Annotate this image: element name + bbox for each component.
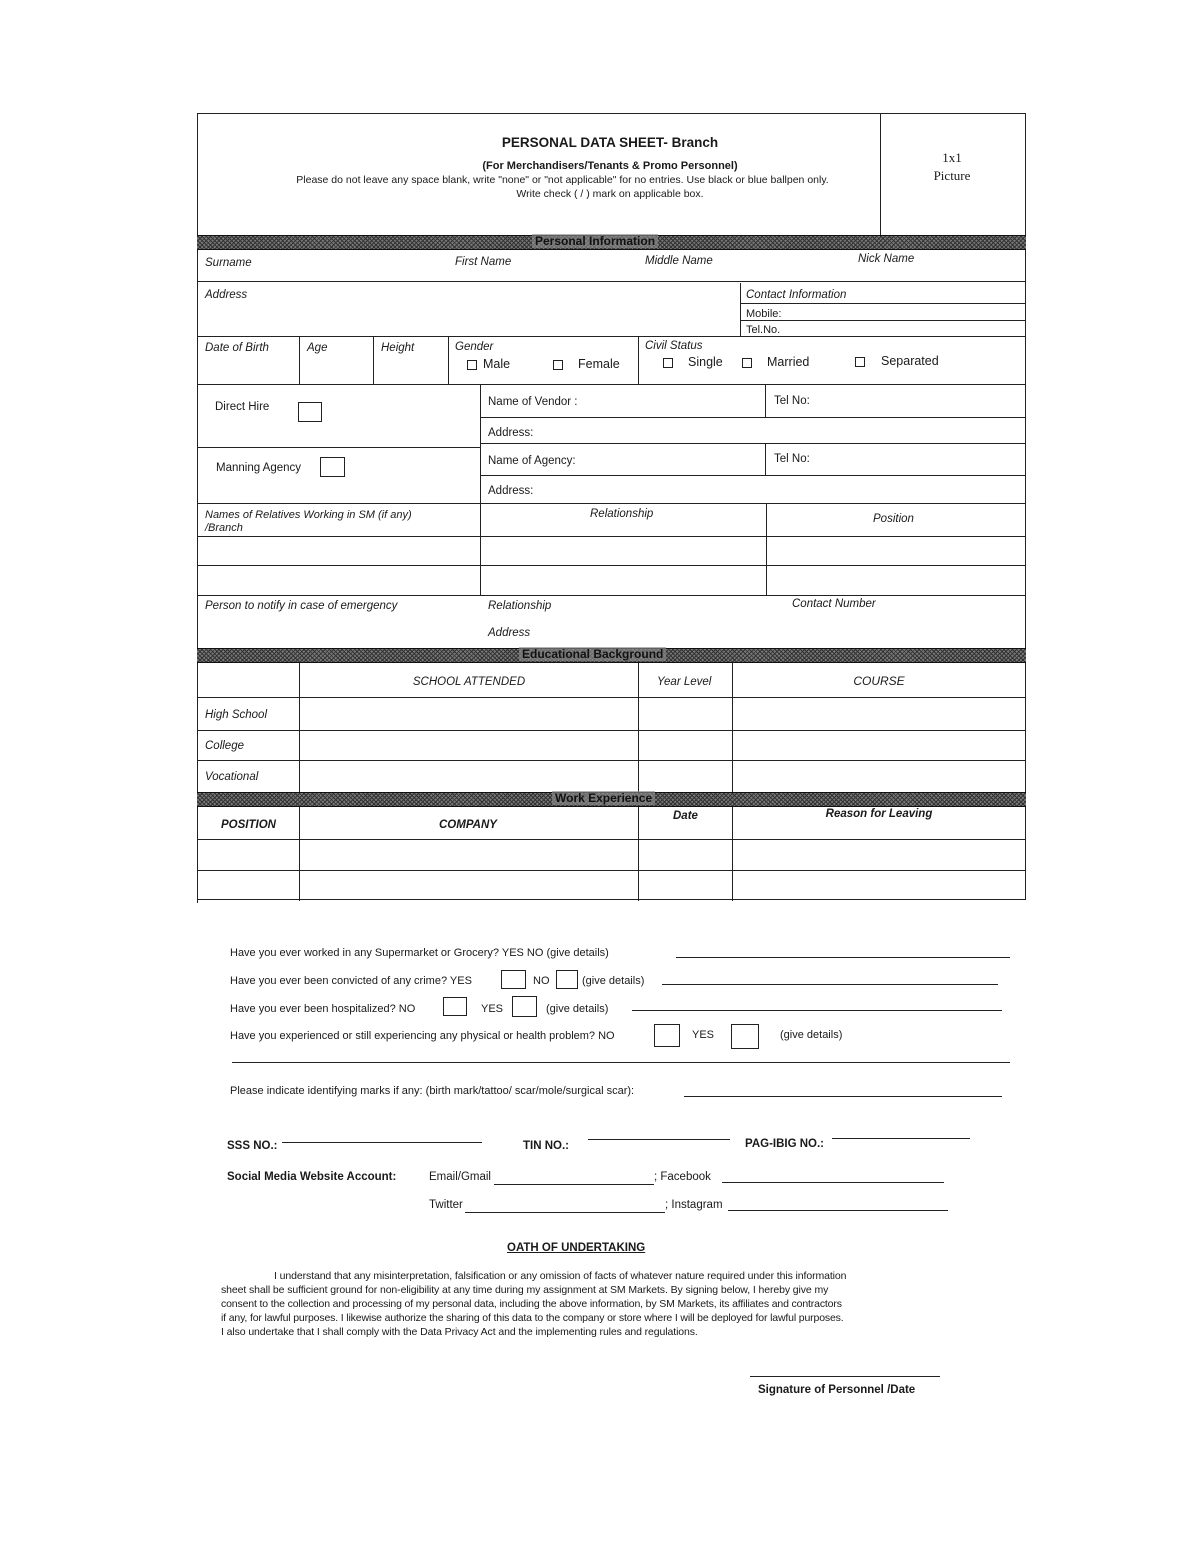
pagibig-line[interactable] (832, 1138, 970, 1139)
tel-field[interactable] (790, 321, 1024, 335)
address-label: Address (205, 289, 248, 301)
vendor-tel-field[interactable] (815, 388, 1023, 414)
twitter-label: Twitter (429, 1199, 463, 1211)
direct-hire-label: Direct Hire (215, 401, 270, 413)
civil-status-label: Civil Status (645, 340, 703, 352)
name-row-line (197, 281, 1026, 282)
tel-label: Tel.No. (746, 324, 781, 336)
vendor-name-field[interactable] (585, 388, 760, 414)
vendor-tel-label: Tel No: (774, 395, 810, 407)
high-school-label: High School (205, 709, 268, 721)
female-checkbox[interactable] (553, 360, 563, 370)
vendor-address-field[interactable] (540, 420, 1023, 441)
relative-row-1[interactable] (198, 537, 1024, 564)
relative-row-2[interactable] (198, 566, 1024, 594)
emergency-relationship-label: Relationship (488, 600, 552, 612)
health-yes-label: YES (692, 1029, 715, 1041)
surname-label: Surname (205, 257, 252, 269)
married-label: Married (767, 355, 810, 369)
agency-tel-label: Tel No: (774, 453, 810, 465)
height-label: Height (381, 342, 415, 354)
instagram-line[interactable] (728, 1210, 948, 1211)
signature-line[interactable] (750, 1376, 940, 1377)
education-row-vocational[interactable] (300, 761, 1024, 791)
section-title-work: Work Experience (552, 791, 655, 805)
question-hospitalized-line[interactable] (632, 1010, 1002, 1011)
question-crime-line[interactable] (662, 984, 998, 985)
vocational-label: Vocational (205, 771, 259, 783)
section-bar-education (197, 648, 1026, 663)
direct-hire-checkbox[interactable] (298, 402, 322, 422)
hospitalized-yes-checkbox[interactable] (512, 996, 537, 1017)
emergency-contact-label: Contact Number (792, 598, 876, 610)
health-no-checkbox[interactable] (654, 1024, 680, 1047)
health-yes-checkbox[interactable] (731, 1024, 759, 1049)
identifying-marks-line[interactable] (684, 1096, 1002, 1097)
relatives-relationship-label: Relationship (590, 508, 654, 520)
mobile-field[interactable] (790, 305, 1024, 319)
tin-line[interactable] (588, 1139, 730, 1140)
first-name-label: First Name (455, 256, 512, 268)
crime-details-label: (give details) (582, 975, 645, 987)
male-checkbox[interactable] (467, 360, 477, 370)
agency-name-field[interactable] (585, 447, 760, 473)
contact-info-label: Contact Information (746, 289, 847, 301)
question-supermarket: Have you ever worked in any Supermarket or Grocery? YES NO (give details) (230, 947, 609, 959)
form-title: PERSONAL DATA SHEET- Branch (501, 135, 719, 150)
pagibig-label: PAG-IBIG NO.: (745, 1138, 825, 1150)
instagram-label: ; Instagram (665, 1199, 723, 1211)
college-label: College (205, 740, 244, 752)
relatives-position-label: Position (873, 513, 914, 525)
mobile-label: Mobile: (746, 308, 782, 320)
emergency-address-label: Address (488, 627, 531, 639)
agency-name-label: Name of Agency: (488, 455, 576, 467)
married-checkbox[interactable] (742, 358, 752, 368)
sss-line[interactable] (282, 1142, 482, 1143)
emergency-person-label: Person to notify in case of emergency (205, 600, 398, 612)
school-attended-header: SCHOOL ATTENDED (412, 676, 526, 688)
name-fields[interactable] (198, 250, 1024, 280)
hospitalized-yes-label: YES (481, 1003, 504, 1015)
picture-placeholder-label: Picture (933, 168, 971, 183)
separated-label: Separated (881, 354, 939, 368)
agency-address-label: Address: (488, 485, 534, 497)
nick-name-label: Nick Name (858, 253, 915, 265)
manning-agency-label: Manning Agency (216, 462, 302, 474)
crime-yes-checkbox[interactable] (501, 970, 526, 989)
question-health: Have you experienced or still experiencing any physical or health problem? NO (230, 1030, 615, 1042)
social-media-label: Social Media Website Account: (227, 1171, 397, 1183)
course-header: COURSE (853, 674, 905, 688)
year-level-header: Year Level (657, 676, 712, 688)
tin-label: TIN NO.: (523, 1140, 569, 1152)
oath-line-4: if any, for lawful purposes. I likewise authorize the sharing of this data to the company or store where I will be deployed for lawful purposes. (221, 1312, 844, 1324)
oath-title: OATH OF UNDERTAKING (507, 1242, 646, 1254)
agency-address-field[interactable] (540, 478, 1023, 501)
date-header: Date (673, 810, 698, 822)
separated-checkbox[interactable] (855, 357, 865, 367)
gender-label: Gender (455, 341, 494, 353)
email-line[interactable] (494, 1184, 654, 1185)
picture-placeholder-size: 1x1 (942, 150, 962, 165)
health-details-label: (give details) (780, 1029, 843, 1041)
male-label: Male (483, 357, 511, 371)
work-row-1[interactable] (198, 840, 1024, 869)
single-checkbox[interactable] (663, 358, 673, 368)
identifying-marks-label: Please indicate identifying marks if any: (birth mark/tattoo/ scar/mole/surgical scar): (230, 1085, 635, 1097)
crime-no-checkbox[interactable] (556, 970, 578, 989)
work-row-2[interactable] (198, 871, 1024, 898)
question-health-line[interactable] (232, 1062, 1010, 1063)
section-bar-personal (197, 235, 1026, 250)
hospitalized-details-label: (give details) (546, 1003, 609, 1015)
female-label: Female (578, 357, 620, 371)
manning-agency-checkbox[interactable] (320, 457, 345, 477)
vendor-name-label: Name of Vendor : (488, 396, 578, 408)
vendor-address-label: Address: (488, 427, 534, 439)
form-instruction-check: Write check ( / ) mark on applicable box. (516, 188, 704, 200)
email-label: Email/Gmail (429, 1171, 491, 1183)
position-header: POSITION (221, 819, 276, 831)
facebook-line[interactable] (722, 1182, 944, 1183)
question-crime: Have you ever been convicted of any crime? YES (230, 975, 472, 987)
form-instruction: Please do not leave any space blank, write "none" or "not applicable" for no entries. Use black or blue ballpen only. (296, 174, 829, 186)
oath-line-2: sheet shall be sufficient ground for non-eligibility at any time during my assignment at SM Markets. By signing below, I hereby give my (221, 1284, 829, 1296)
crime-no-label: NO (533, 975, 550, 987)
facebook-label: ; Facebook (654, 1171, 711, 1183)
section-title-personal: Personal Information (532, 234, 658, 248)
oath-line-1: I understand that any misinterpretation, falsification or any omission of facts of whatever nature required under this information (274, 1270, 847, 1282)
oath-line-3: consent to the collection and processing of my personal data, including the above information, by SM Markets, its affiliates and contractors (221, 1298, 842, 1310)
dob-label: Date of Birth (205, 342, 269, 354)
form-subtitle: (For Merchandisers/Tenants & Promo Personnel) (482, 160, 738, 172)
middle-name-label: Middle Name (645, 255, 713, 267)
oath-line-5: I also undertake that I shall comply with the Data Privacy Act and the implementing rules and regulations. (221, 1326, 698, 1338)
question-supermarket-line[interactable] (676, 957, 1010, 958)
company-header: COMPANY (439, 819, 497, 831)
reason-leaving-header: Reason for Leaving (825, 808, 933, 820)
section-bar-work (197, 792, 1026, 807)
agency-tel-field[interactable] (815, 447, 1023, 473)
relatives-label-branch: /Branch (205, 522, 243, 534)
signature-label: Signature of Personnel /Date (758, 1384, 916, 1396)
relatives-label: Names of Relatives Working in SM (if any) (205, 509, 412, 521)
education-row-college[interactable] (300, 731, 1024, 759)
hospitalized-no-checkbox[interactable] (443, 997, 467, 1016)
emergency-fields[interactable] (198, 612, 1024, 646)
section-title-education: Educational Background (519, 647, 666, 661)
sss-label: SSS NO.: (227, 1140, 278, 1152)
single-label: Single (688, 355, 723, 369)
twitter-line[interactable] (465, 1212, 665, 1213)
age-label: Age (307, 342, 328, 354)
question-hospitalized: Have you ever been hospitalized? NO (230, 1003, 416, 1015)
education-row-high-school[interactable] (300, 698, 1024, 729)
address-field[interactable] (198, 284, 738, 334)
